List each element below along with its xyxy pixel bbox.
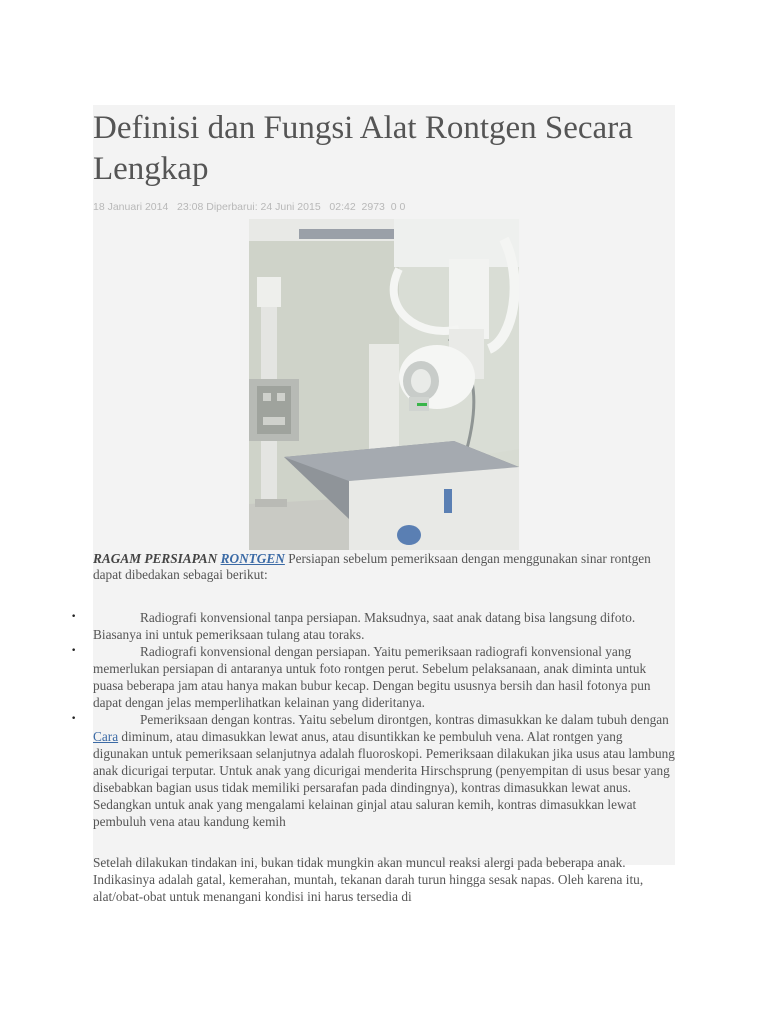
intro-paragraph [93,551,675,583]
article-title: Definisi dan Fungsi Alat Rontgen Secara Lengkap [93,110,633,187]
list-item [71,609,675,643]
bullet-icon: • [71,612,77,622]
article-meta: 18 Januari 2014 23:08 Diperbarui: 24 Juni 2015 02:42 2973 0 0 [93,201,406,213]
list-item-text-before: Pemeriksaan dengan kontras. Yaitu sebelum dirontgen, kontras dimasukkan ke dalam tubuh dengan [140,712,669,727]
list-item [71,711,675,830]
bullet-icon: • [71,646,77,656]
list-item-text: Radiografi konvensional tanpa persiapan. Maksudnya, saat anak datang bisa langsung difoto. Biasanya ini untuk pemeriksaan tulang atau toraks. [93,610,636,642]
intro-lead: RAGAM PERSIAPAN [93,551,221,566]
x-ray-room-illustration-icon [249,219,519,550]
cara-link[interactable]: Cara [93,729,119,744]
x-ray-room-image [249,219,519,550]
article [71,108,675,906]
list-item-text-after: diminum, atau dimasukkan lewat anus, atau disuntikkan ke pembuluh vena. Alat rontgen yang digunakan untuk pemeriksaan selanjutnya adalah fluoroskopi. Pemeriksaan dilakukan jika usus atau lambung anak dicurigai terputar. Untuk anak yang dicurigai menderita Hirschsprung (penyempitan di usus besar yang disebabkan bagian usus tidak memiliki persarafan pada dindingnya), kontras dimasukkan lewat anus. Sedangkan untuk anak yang mengalami kelainan ginjal atau saluran kemih, kontras dimasukkan lewat pembuluh vena atau kandung kemih [93,729,675,829]
preparation-list [71,609,675,830]
list-item-text: Radiografi konvensional dengan persiapan. Yaitu pemeriksaan radiografi konvensional yang memerlukan persiapan di antaranya untuk foto rontgen perut. Sebelum pelaksanaan, anak diminta untuk puasa beberapa jam atau hanya makan bubur kecap. Dengan begitu ususnya bersih dan hasil fotonya pun dapat dengan jelas memperlihatkan kelainan yang dideritanya. [93,644,651,710]
closing-paragraph: Setelah dilakukan tindakan ini, bukan tidak mungkin akan muncul reaksi alergi pada beberapa anak. Indikasinya adalah gatal, kemerahan, muntah, tekanan darah turun hingga sesak napas. Oleh karena itu, alat/obat-obat untuk menangani kondisi ini harus tersedia di [93,855,644,904]
rontgen-link[interactable]: RONTGEN [220,551,285,566]
bullet-icon: • [71,714,77,724]
list-item [71,643,675,711]
intro-text: Persiapan sebelum pemeriksaan dengan menggunakan sinar rontgen dapat dibedakan sebagai berikut: [93,551,651,582]
